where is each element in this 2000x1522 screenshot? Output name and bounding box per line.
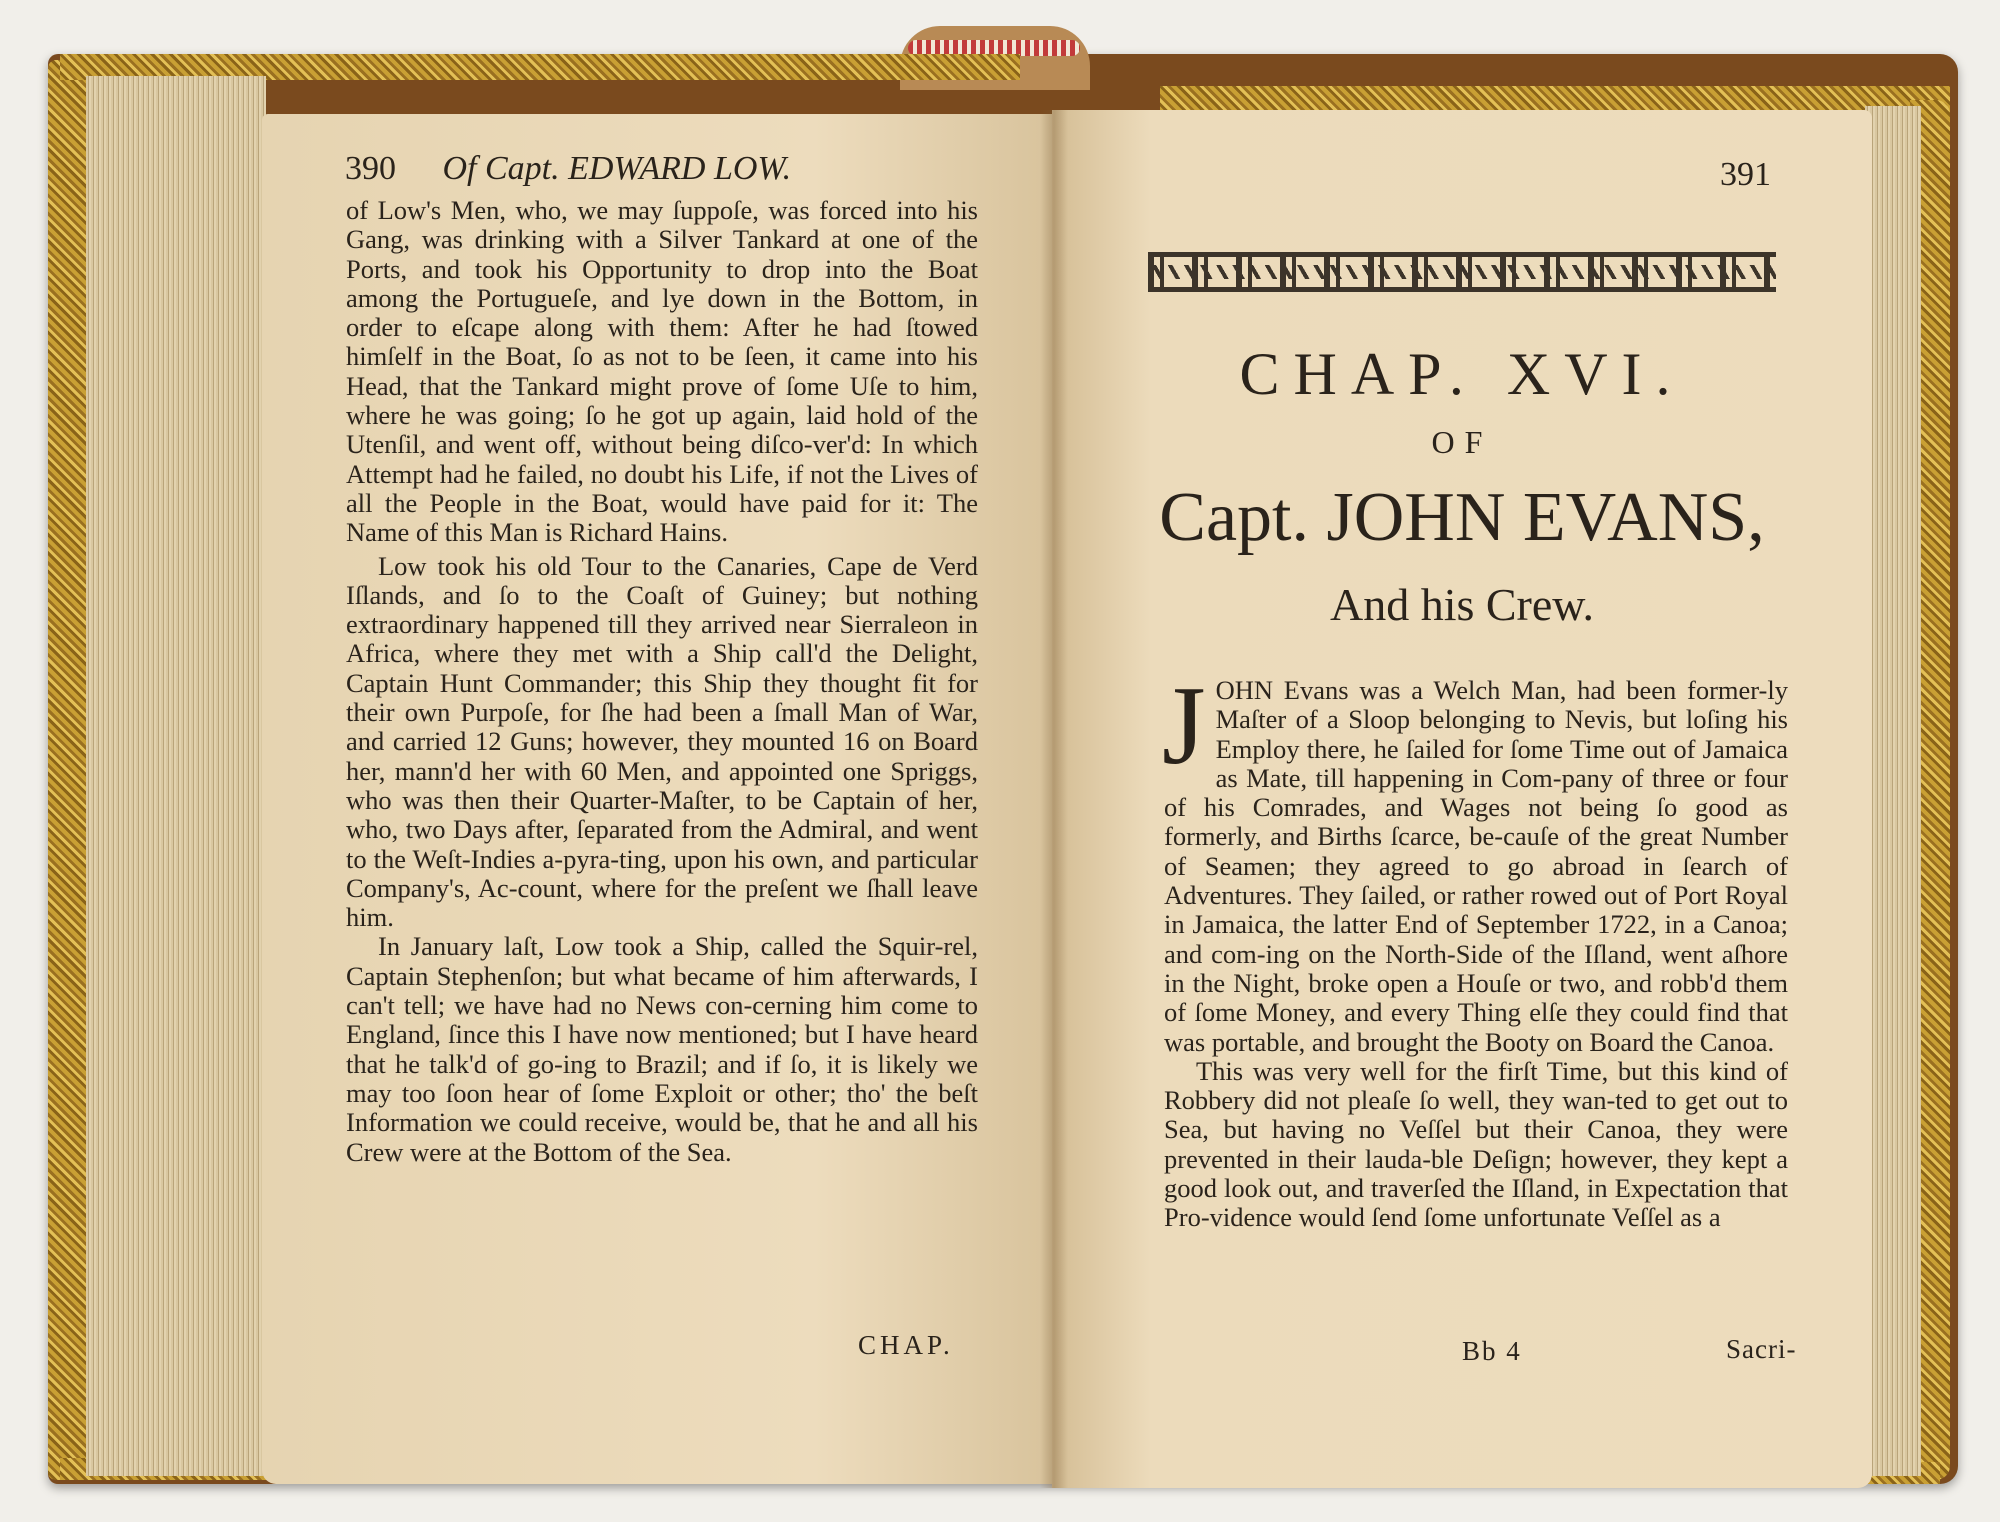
left-paragraph-2: Low took his old Tour to the Canaries, Cape de Verd Iſlands, and ſo to the Coaſt of Guiney; but nothing extraordinary happened till they arrived near Sierraleon in Africa, where they met with a Ship call'd the Delight, Captain Hunt Commander; this Ship they thought fit for their own Purpoſe, for ſhe had been a ſmall Man of War, and carried 12 Guns; however, they mounted 16 on Board her, mann'd her with 60 Men, and appointed one Spriggs, who was then their Quarter-Maſter, to be Captain of her, who, two Days after, ſeparated from the Admiral, and went to the Weſt-Indies a-pyra-ting, upon his own, and particular Company's, Ac-count, where for the preſent we ſhall leave him. bbox=[346, 550, 978, 933]
chapter-of: OF bbox=[1431, 424, 1493, 460]
gilt-edge-top-right bbox=[1160, 86, 1950, 112]
chapter-subtitle: And his Crew. bbox=[1329, 579, 1595, 630]
left-paragraph-3: In January laſt, Low took a Ship, called the Squir-rel, Captain Stephenſon; but what became of him afterwards, I can't tell; we have had no News con-cerning him come to England, ſince this I have now mentioned; but I have heard that he talk'd of go-ing to Brazil; and if ſo, it is likely we may too ſoon hear of ſome Exploit or other; tho' the beſt Information we could receive, would be, that he and all his Crew were at the Bottom of the Sea. bbox=[346, 931, 978, 1167]
drop-cap: J bbox=[1162, 664, 1206, 788]
right-body bbox=[1162, 664, 1788, 1233]
chapter-subject: Capt. JOHN EVANS, bbox=[1159, 479, 1765, 556]
chapter-heading: CHAP. XVI. bbox=[1239, 341, 1685, 407]
left-running-head bbox=[345, 150, 791, 188]
headpiece-ornament bbox=[1148, 252, 1776, 292]
right-catchword: Sacri- bbox=[1726, 1334, 1797, 1364]
left-head-title: Of Capt. EDWARD LOW. bbox=[442, 150, 792, 187]
right-paragraph-2: This was very well for the firſt Time, but this kind of Robbery did not pleaſe ſo well, they wan-ted to get out to Sea, but having no Veſſel but their Canoa, they were prevented in their lauda-ble Deſign; however, they kept a good look out, and traverſed the Iſland, in Expectation that Pro-vidence would ſend ſome unfortunate Veſſel as a bbox=[1164, 1055, 1788, 1233]
gilt-edge-left bbox=[48, 60, 88, 1480]
page-edges-right bbox=[1865, 106, 1921, 1476]
right-paragraph-1-text: OHN Evans was a Welch Man, had been former-ly Maſter of a Sloop belonging to Nevis, but loſing his Employ there, he ſailed for ſome Time out of Jamaica as Mate, till happening in Com-pany of three or four of his Comrades, and Wages not being ſo good as formerly, and Births ſcarce, be-cauſe of the great Number of Seamen; they agreed to go abroad in ſearch of Adventures. They ſailed, or rather rowed out of Port Royal in Jamaica, the latter End of September 1722, in a Canoa; and com-ing on the North-Side of the Iſland, went aſhore in the Night, broke open a Houſe or two, and robb'd them of ſome Money, and every Thing elſe they could find that was portable, and brought the Booty on Board the Canoa. bbox=[1164, 675, 1788, 1057]
right-folio: 391 bbox=[1720, 156, 1771, 193]
signature-mark: Bb 4 bbox=[1462, 1336, 1522, 1366]
left-body bbox=[346, 196, 978, 1167]
left-paragraph-1: of Low's Men, who, we may ſuppoſe, was forced into his Gang, was drinking with a Silver Tankard at one of the Ports, and took his Opportunity to drop into the Boat among the Portugueſe, and lye down in the Bottom, in order to eſcape along with them: After he had ſtowed himſelf in the Boat, ſo as not to be ſeen, it came into his Head, that the Tankard might prove of ſome Uſe to him, where he was going; ſo he got up again, laid hold of the Utenſil, and went off, without being diſco-ver'd: In which Attempt had he failed, no doubt his Life, if not the Lives of all the People in the Boat, would have paid for it: The Name of this Man is Richard Hains. bbox=[346, 195, 978, 548]
right-paragraph-1 bbox=[1162, 664, 1788, 1057]
left-folio: 390 bbox=[345, 150, 396, 187]
left-catchword: CHAP. bbox=[858, 1330, 954, 1360]
page-edges-left bbox=[86, 76, 266, 1476]
gutter-shadow bbox=[1040, 110, 1068, 1488]
